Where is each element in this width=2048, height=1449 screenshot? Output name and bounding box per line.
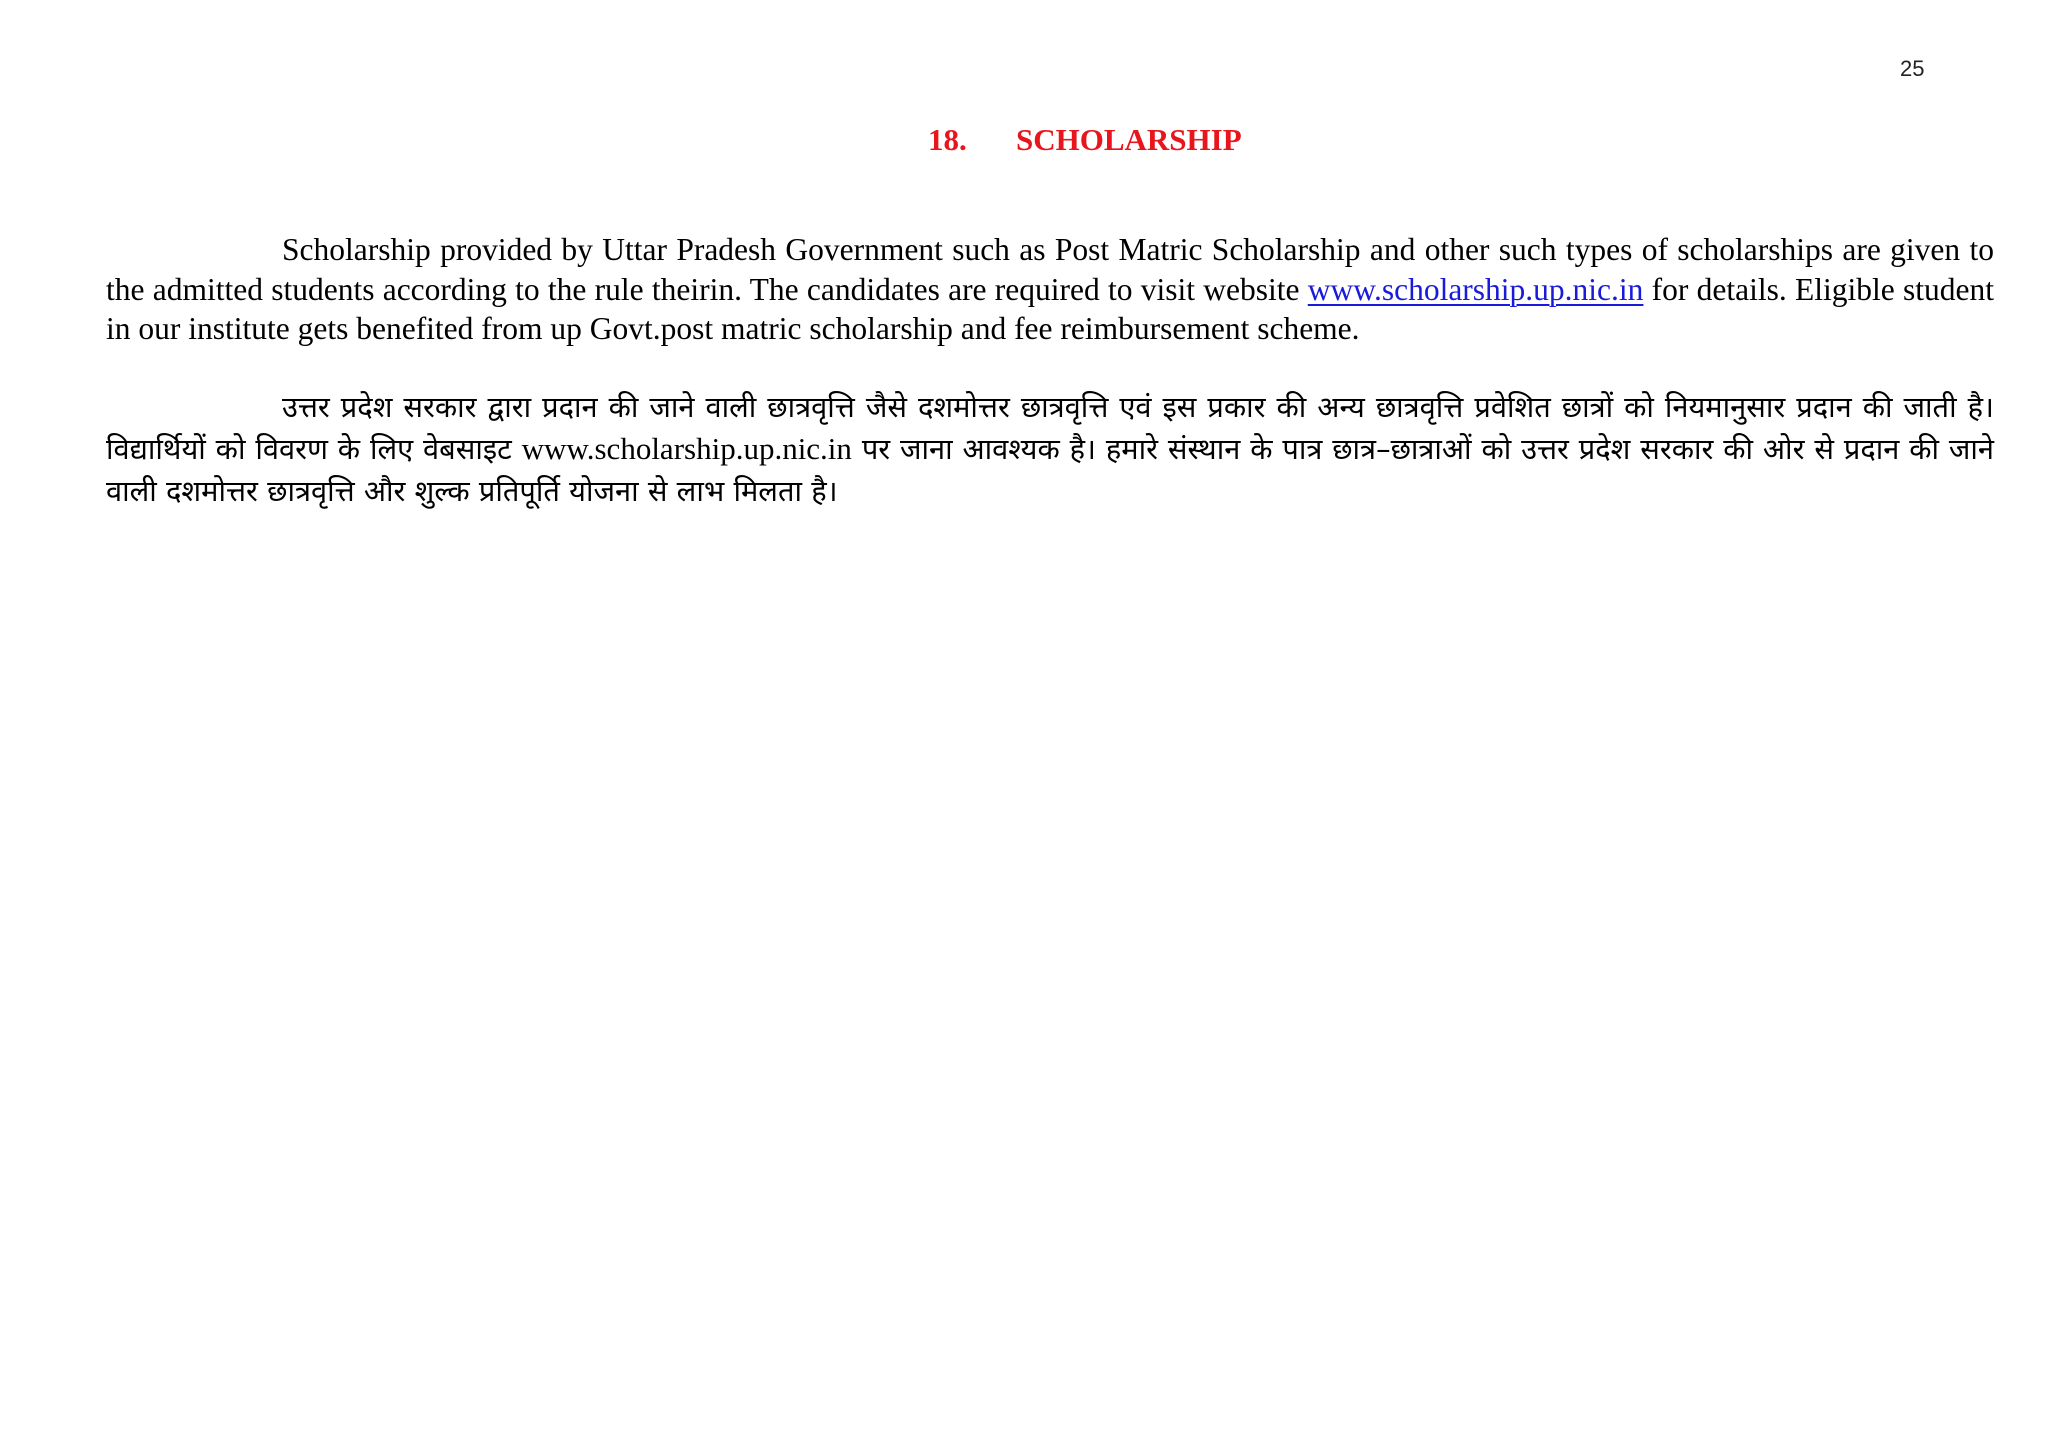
hindi-website-text: www.scholarship.up.nic.in [521, 431, 852, 466]
page-number: 25 [1900, 56, 1925, 81]
hindi-text-before-site: उत्तर प्रदेश सरकार द्वारा प्रदान की जाने वाली छात्रवृत्ति जैसे दशमोत्तर छात्रवृत्ति एवं इस प्रकार की अन्य छात्रवृत्ति प्रवेशित छात्रों को नियमानुसार प्रदान की जाती है। विद्यार्थियों को विवरण के लिए वेबसाइट [106, 390, 1994, 466]
section-title: SCHOLARSHIP [1016, 122, 1242, 157]
english-text-after-link: for details. Eligible student in our institute gets benefited from up Govt.post matric scholarship and fee reimbursement scheme. [106, 271, 1994, 346]
hindi-paragraph [106, 386, 1994, 512]
english-paragraph [106, 230, 1994, 349]
hindi-text-after-site: पर जाना आवश्यक है। हमारे संस्थान के पात्र छात्र–छात्राओं को उत्तर प्रदेश सरकार की ओर से प्रदान की जाने वाली दशमोत्तर छात्रवृत्ति और शुल्क प्रतिपूर्ति योजना से लाभ मिलता है। [106, 432, 1995, 508]
scholarship-website-link[interactable]: www.scholarship.up.nic.in [1307, 271, 1644, 307]
section-heading [928, 122, 1242, 158]
english-text-before-link: Scholarship provided by Uttar Pradesh Government such as Post Matric Scholarship and other such types of scholarships are given to the admitted students according to the rule theirin. The candidates are required to visit website [106, 232, 1994, 307]
section-number: 18. [928, 122, 967, 157]
